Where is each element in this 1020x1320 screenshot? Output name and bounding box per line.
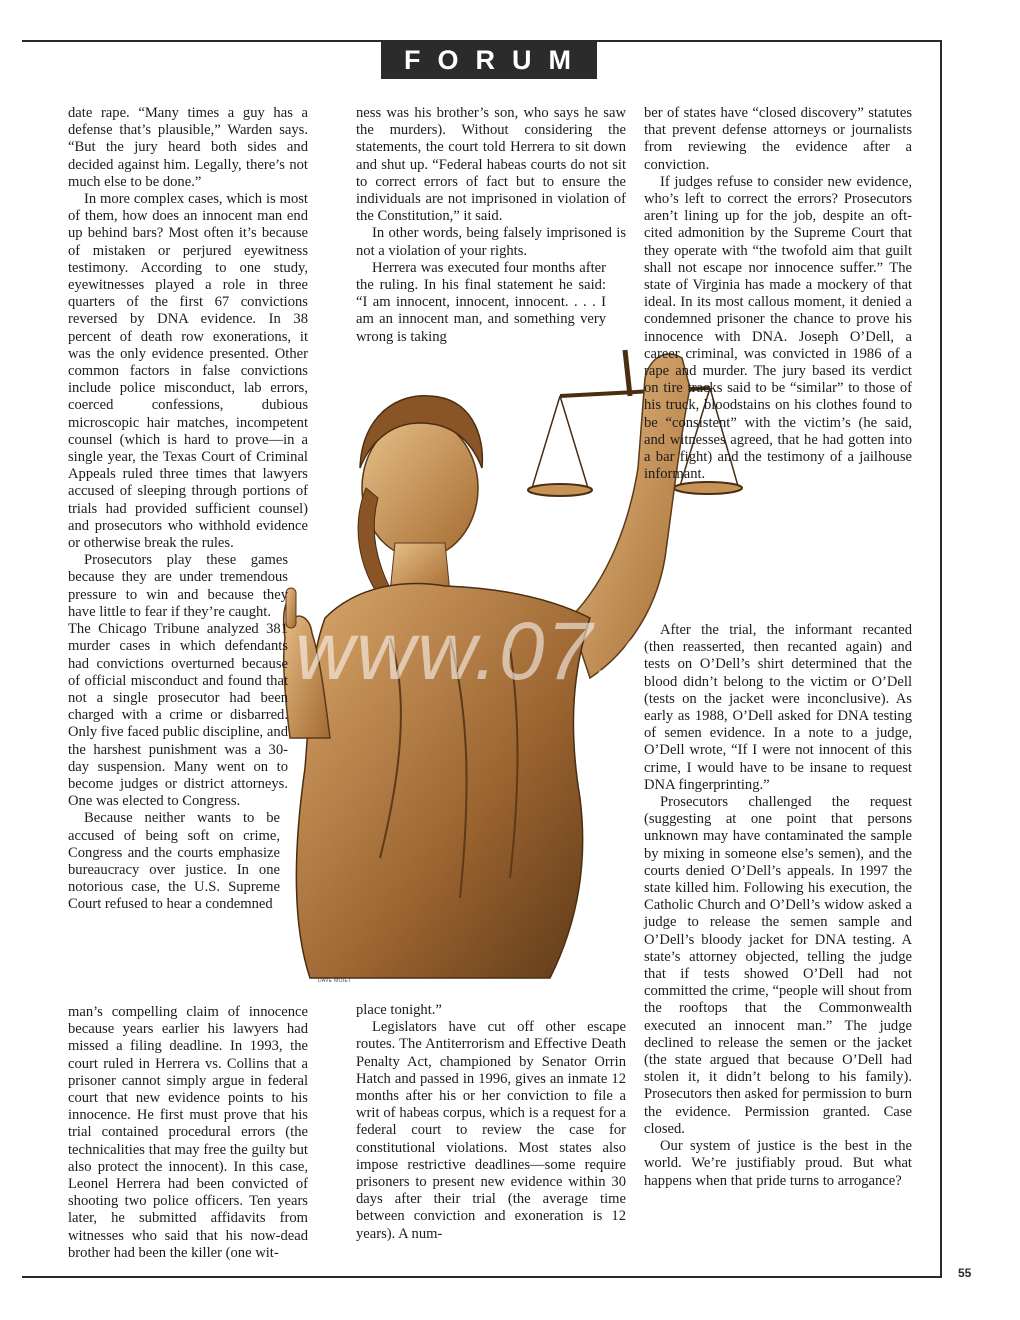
col2-bottom-para-1: place tonight.” [356,1002,442,1018]
col1-para-4: The Chicago Tribune analyzed 381 murder cases in which defendants had convictions overturned because of official misconduct and found that not a single prosecutor had been charged with a crime or disbarred. Only five faced public discipline, and the harshest punishment was a 30-day suspension. Many went on to become judges or district attorneys. One was elected to Congress. [68,621,288,810]
col3-bottom-para-3: Our system of justice is the best in the world. We’re justifiably proud. But what happens when that pride turns to arrogance? [644,1138,912,1189]
col1-para-1: date rape. “Many times a guy has a defense that’s plausible,” Warden says. “But the jury heard both sides and decided against him. Legally, there’s not much else to be done.” [68,105,308,190]
column-1-bottom [68,1004,308,1262]
col3-para-1: ber of states have “closed discovery” statutes that prevent defense attorneys or journalists from reviewing the evidence after a conviction. [644,105,912,173]
col2-para-1: ness was his brother’s son, who says he saw the murders). Without considering the statements, the court told Herrera to sit down and shut up. “Federal habeas courts do not sit to correct errors of fact but to ensure the individuals are not imprisoned in violation of the Constitution,” it said. [356,105,626,225]
col3-bottom-para-2: Prosecutors challenged the request (suggesting at one point that persons unknown may have contaminated the sample by mixing in someone else’s semen), and the courts denied O’Dell’s appeals. In 1997 the state killed him. Following his execution, the Catholic Church and O’Dell’s widow asked a judge to release the semen sample and O’Dell’s bloody jacket for DNA testing. A state’s attorney objected, telling the judge that if tests showed O’Dell had not committed the crime, “people will shout from the rooftops that the Commonwealth executed an innocent man.” The judge declined to release the semen or the jacket (the state argued that because O’Dell had stolen it, it didn’t belong to his family). Prosecutors then asked for permission to burn the evidence. Permission granted. Case closed. [644,794,912,1137]
column-2-top [356,105,626,346]
col3-bottom-para-1: After the trial, the informant recanted (then reasserted, then recanted again) and tests on O’Dell’s shirt determined that the blood didn’t belong to the victim or O’Dell (tests on the jacket were inconclusive). As early as 1988, O’Dell asked for DNA testing of semen evidence. In a note to a judge, O’Dell wrote, “If I were not innocent of this crime, I would have to be insane to request DNA fingerprinting.” [644,622,912,793]
column-3-bottom [644,622,912,1190]
watermark-text: www.07.c [295,606,662,697]
col1-para-5: Because neither wants to be accused of being soft on crime, Congress and the courts emphasize bureaucracy over justice. In one notorious case, the U.S. Supreme Court refused to hear a condemned [68,810,280,913]
col1-para-3: Prosecutors play these games because they are under tremendous pressure to win and because they have little to fear if they’re caught. [68,552,288,620]
section-header: FORUM [381,41,597,79]
right-rule [940,40,942,1277]
column-2-bottom [356,1002,626,1243]
illustration-credit: DAVE MOIET [318,978,352,984]
col2-para-3: Herrera was executed four months after the ruling. In his final statement he said: “I am innocent, innocent, innocent. . . . I am an innocent man, and something very wrong is taking [356,259,606,345]
col3-para-2: If judges refuse to consider new evidence, who’s left to correct the errors? Prosecutors aren’t lining up for the job, despite an oft-cited admonition by the Supreme Court that they operate with “the twofold aim that guilt shall not escape nor innocence suffer.” The state of Virginia has made a mockery of that ideal. In its most callous moment, it denied a condemned prisoner the chance to prove his innocence with DNA. Joseph O’Dell, a career criminal, was convicted in 1986 of a rape and murder. The jury based its verdict on tire tracks said to be “similar” to those of his truck, bloodstains on his clothes found to be “consistent” with the victim’s (he said, and witnesses agreed, that he had gotten into a bar fight) and the testimony of a jailhouse informant. [644,173,912,483]
col1-bottom-para: man’s compelling claim of innocence because years earlier his lawyers had missed a filing deadline. In 1993, the court ruled in Herrera vs. Collins that a prisoner cannot simply argue in federal court that new evidence points to his innocence. He first must prove that his trial contained procedural errors (the technicalities that may free the guilty but also protect the innocent). In this case, Leonel Herrera had been convicted of shooting two police officers. Ten years later, he submitted affidavits from witnesses who said that his now-dead brother had been the killer (one wit- [68,1004,308,1261]
column-3-top [644,105,912,483]
col2-para-2: In other words, being falsely imprisoned is not a violation of your rights. [356,225,626,259]
col1-para-2: In more complex cases, which is most of them, how does an innocent man end up behind bars? Most often it’s because of mistaken or perjured eyewitness testimony. According to one study, eyewitnesses played a role in three quarters of the first 67 convictions reversed by DNA evidence. In 38 percent of death row exonerations, it was the only evidence presented. Other common factors in false convictions include police misconduct, lab errors, coerced confessions, dubious microscopic hair matches, incompetent counsel (which is hard to prove—in a single year, the Texas Court of Criminal Appeals ruled three times that lawyers accused of sleeping through portions of trials had provided sufficient counsel) and prosecutors who withhold evidence or otherwise break the rules. [68,191,308,552]
col2-bottom-para-2: Legislators have cut off other escape routes. The Antiterrorism and Effective Death Penalty Act, championed by Senator Orrin Hatch and passed in 1996, gives an inmate 12 months after his or her conviction to file a writ of habeas corpus, which is a request for a federal court to review the case for constitutional violations. Most states also impose restrictive deadlines—some require prisoners to present new evidence within 30 days after their trial (the average time between conviction and exoneration is 12 years). A num- [356,1019,626,1242]
bottom-rule [22,1276,942,1278]
column-1-top [68,105,308,914]
page-number: 55 [958,1266,972,1280]
